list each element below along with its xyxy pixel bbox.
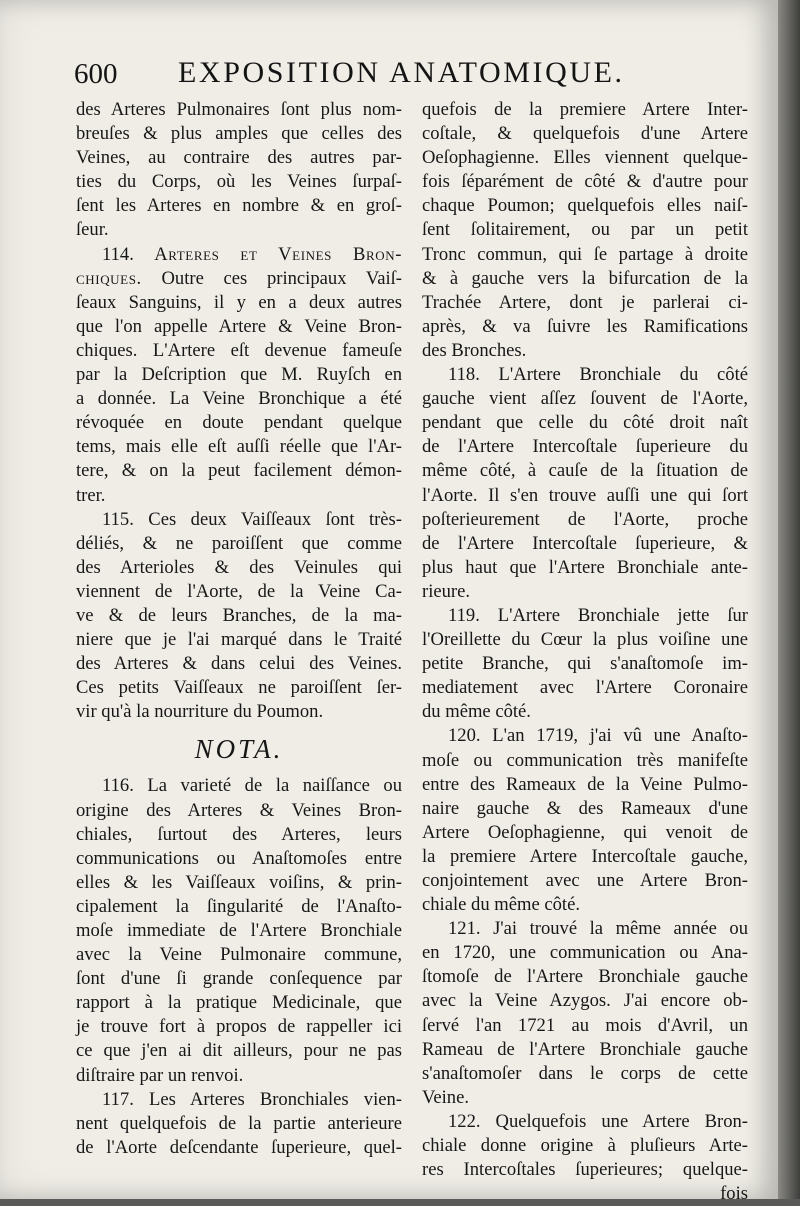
text-line: chiale du même côté. [422,894,580,916]
text-line: 117. Les Arteres Bronchiales vien- [102,1088,402,1110]
text-line: naire gauche & des Rameaux d'une [422,797,748,819]
text-line: avec la Veine Pulmonaire commune, [76,944,402,966]
text-line: elles & les Vaiſſeaux voiſins, & prin- [76,871,402,893]
text-line: Tronc commun, qui ſe partage à droite [422,243,748,265]
text-line: l'Aorte. Il s'en trouve auſſi une qui ſort [422,484,748,506]
text-line: ve & de leurs Branches, de la ma- [76,604,402,626]
text-line: 121. J'ai trouvé la même année ou [448,918,748,940]
binding-shadow [778,0,800,1199]
right-column [422,98,748,1206]
text-line: 116. La varieté de la naiſſance ou [102,775,402,797]
text-line: niere que je l'ai marqué dans le Traité [76,629,402,651]
text-line: Artere Oeſophagienne, qui venoit de [422,821,748,843]
text-line: chiale donne origine à pluſieurs Arte- [422,1135,748,1157]
text-line: quefois de la premiere Artere Inter- [422,99,748,120]
text-line: Rameau de l'Artere Bronchiale gauche [422,1038,748,1060]
text-line: coſtale, & quelquefois d'une Artere [422,123,748,145]
text-line: chiques. L'Artere eſt devenue fameuſe [76,339,402,361]
text-line: ſervé l'an 1721 au mois d'Avril, un [422,1014,748,1036]
text-line: viennent de l'Aorte, de la Veine Ca- [76,580,402,602]
text-line: a donnée. La Veine Bronchique a été [76,388,402,410]
text-line: cipalement la ſingularité de l'Anaſto- [76,895,402,917]
page-number: 600 [74,58,118,90]
text-line: du même côté. [422,701,531,723]
catchword: fois [720,1183,748,1205]
text-line: & à gauche vers la bifurcation de la [422,267,748,289]
text-line: plus haut que l'Artere Bronchiale ante- [422,556,748,578]
text-line: nent quelquefois de la partie anterieure [76,1112,402,1134]
text-line: chiales, ſurtout des Arteres, leurs [76,823,402,845]
text-line: moſe immediate de l'Artere Bronchiale [76,920,402,941]
text-line: 122. Quelquefois une Artere Bron- [448,1110,748,1132]
text-line: rieure. [422,580,471,602]
text-line: chaque Poumon; quelquefois elles naiſ- [422,195,748,217]
text-line: Trachée Artere, dont je parlerai ci- [422,291,748,313]
text-line: breuſes & plus amples que celles des [76,123,402,145]
text-line: ſent ſolitairement, ou par un petit [422,219,748,241]
text-line: Veines, au contraire des autres par- [76,147,402,169]
text-line: communications ou Anaſtomoſes entre [76,847,402,869]
text-line: 120. L'an 1719, j'ai vû une Anaſto- [448,725,748,747]
text-line: tems, mais elle eſt auſſi réelle que l'Ar- [76,436,402,458]
text-line: Veine. [422,1086,469,1108]
text-line: 119. L'Artere Bronchiale jette ſur [448,604,748,626]
text-line: déliés, & ne paroiſſent que comme [76,532,402,554]
text-line: par la Deſcription que M. Ruyſch en [76,364,402,386]
text-line: des Arteres Pulmonaires ſont plus nom- [76,99,402,120]
text-line: ſeur. [76,219,109,241]
text-line: des Arterioles & des Veinules qui [76,556,402,578]
text-line: je trouve fort à propos de rappeller ici [76,1016,402,1038]
text-line: gauche vient aſſez ſouvent de l'Aorte, [422,388,748,410]
text-line: la premiere Artere Intercoſtale gauche, [422,845,748,867]
text-line: chiques. Outre ces principaux Vaiſ- [76,267,402,289]
left-column [76,98,402,1160]
text-line: moſe ou communication très manifeſte [422,749,748,771]
text-line: 114. Arteres et Veines Bron- [102,243,402,265]
section-heading: NOTA. [194,734,284,765]
text-line: s'anaſtomoſer dans le corps de cette [422,1062,748,1084]
text-line: après, & va ſuivre les Ramifications [422,315,748,337]
text-line: de l'Artere Intercoſtale ſuperieure du [422,436,748,458]
text-line: tere, & on la peut facilement démon- [76,460,402,482]
text-line: ſont d'une ſi grande conſequence par [76,968,402,990]
text-line: mediatement avec l'Artere Coronaire [422,677,748,699]
text-line: vir qu'à la nourriture du Poumon. [76,701,324,723]
text-line: de l'Artere Intercoſtale ſuperieure, & [422,532,748,554]
text-line: ſeaux Sanguins, il y en a deux autres [76,291,402,313]
text-line: même côté, à cauſe de la ſituation de [422,460,748,482]
text-line: origine des Arteres & Veines Bron- [76,799,402,821]
text-line: révoquée en doute pendant quelque [76,412,402,434]
text-line: conjointement avec une Artere Bron- [422,870,748,891]
text-line: entre des Rameaux de la Veine Pulmo- [422,773,748,795]
text-line: ce que j'en ai dit ailleurs, pour ne pas [76,1040,402,1062]
text-line: res Intercoſtales ſuperieures; quelque- [422,1159,748,1181]
text-line: 118. L'Artere Bronchiale du côté [448,364,748,386]
text-line: de l'Aorte deſcendante ſuperieure, quel- [76,1136,402,1158]
text-line: 115. Ces deux Vaiſſeaux ſont très- [102,508,402,530]
text-line: ſent les Arteres en nombre & en groſ- [76,195,402,217]
text-line: pendant que celle du côté droit naît [422,412,748,434]
text-line: l'Oreillette du Cœur la plus voiſine une [422,629,748,651]
text-line: des Arteres & dans celui des Veines. [76,653,402,675]
text-line: que l'on appelle Artere & Veine Bron- [76,315,402,337]
text-line: ſtomoſe de l'Artere Bronchiale gauche [422,966,748,988]
text-line: trer. [76,484,106,506]
text-line: fois ſéparément de côté & d'autre pour [422,171,748,193]
text-line: Ces petits Vaiſſeaux ne paroiſſent ſer- [76,677,402,699]
running-title: EXPOSITION ANATOMIQUE. [178,56,625,89]
text-line: en 1720, une communication ou Ana- [422,942,748,964]
text-line: des Bronches. [422,339,527,361]
text-line: ties du Corps, où les Veines ſurpaſ- [76,171,402,193]
text-line: poſterieurement de l'Aorte, proche [422,508,748,530]
text-line: rapport à la pratique Medicinale, que [76,992,402,1014]
text-line: diſtraire par un renvoi. [76,1064,244,1086]
page-header [74,56,754,96]
text-line: petite Branche, qui s'anaſtomoſe im- [422,653,748,675]
text-line: avec la Veine Azygos. J'ai encore ob- [422,990,748,1012]
text-line: Oeſophagienne. Elles viennent quelque- [422,147,748,169]
